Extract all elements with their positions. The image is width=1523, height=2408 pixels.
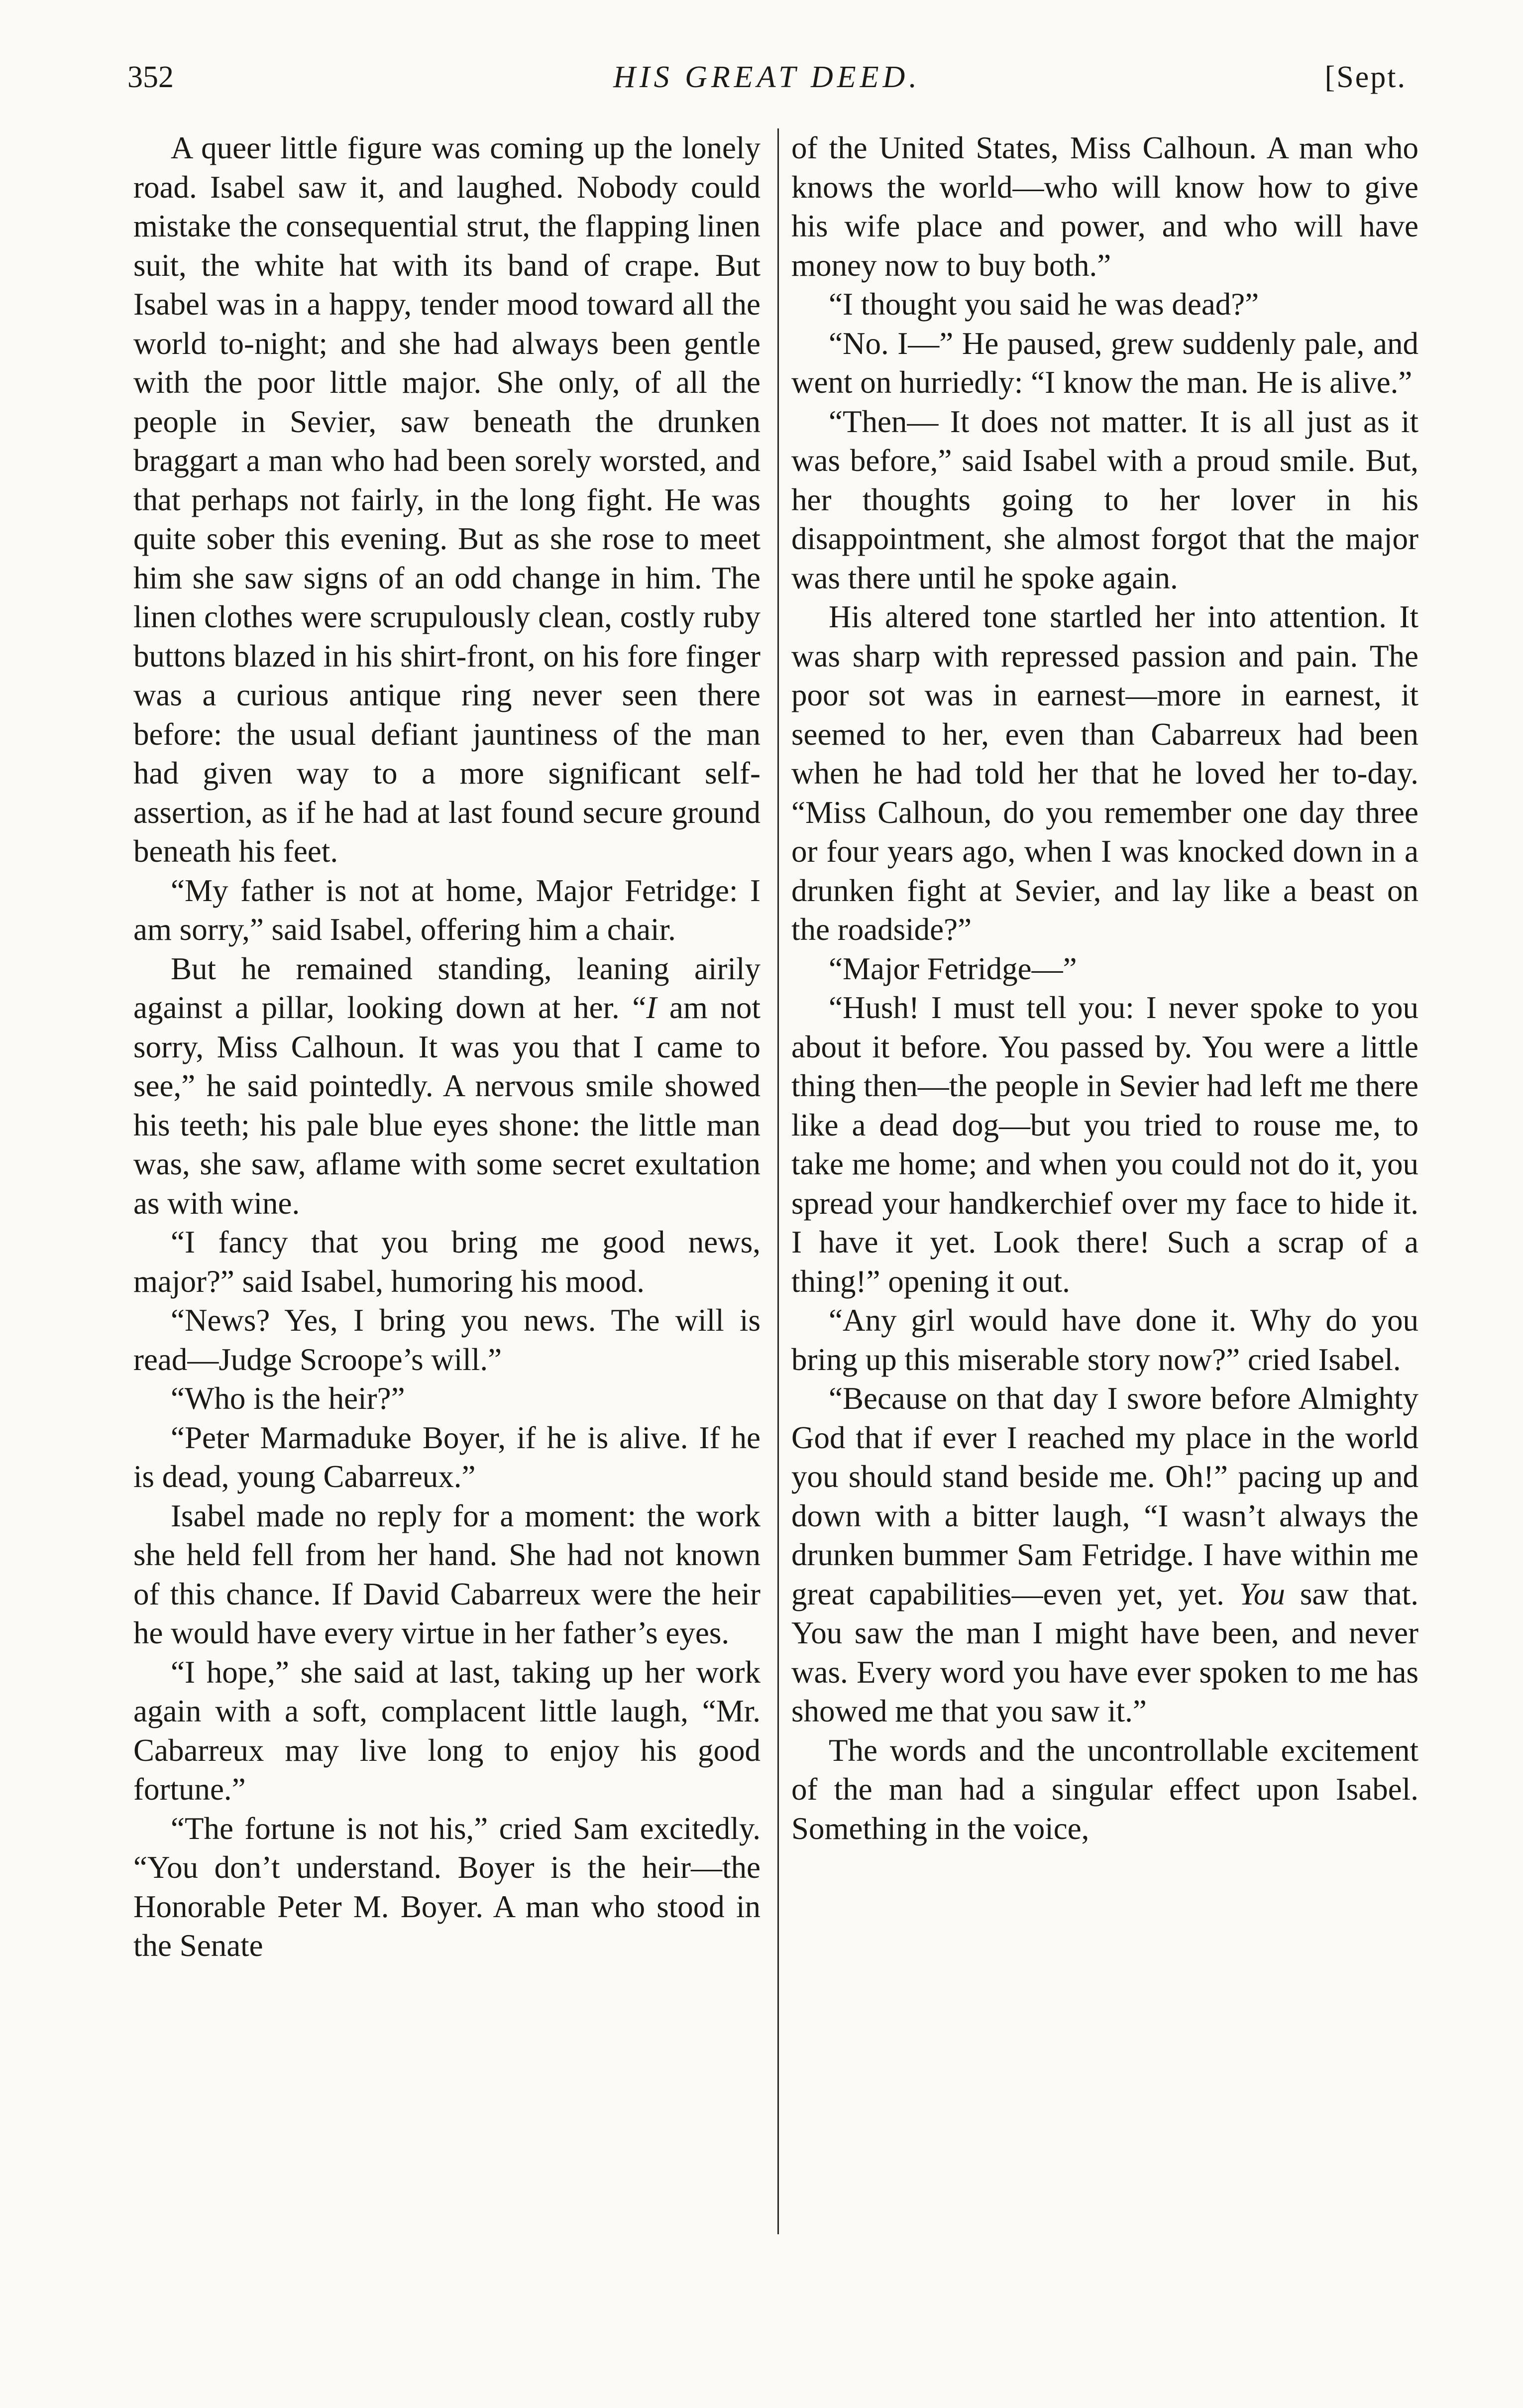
paragraph: “Major Fetridge—”: [829, 951, 1077, 986]
paragraph: A queer little figure was coming up the lonely road. Isabel saw it, and laughed. Nobody could mistake the consequential strut, the flapping linen suit, the white hat with its band of crape. But Isabel was in a happy, tender mood toward all the world to-night; and she had always been gentle with the poor little major. She only, of all the people in Sevier, saw beneath the drunken braggart a man who had been sorely worsted, and that perhaps not fairly, in the long fight. He was quite sober this evening. But as she rose to meet him she saw signs of an odd change in him. The linen clothes were scrupulously clean, costly ruby buttons blazed in his shirt-front, on his fore finger was a curious antique ring never seen there before: the usual defiant jauntiness of the man had given way to a more significant self-assertion, as if he had at last found secure ground beneath his feet.: [133, 130, 761, 869]
paragraph: His altered tone startled her into attention. It was sharp with repressed passion and pain. The poor sot was in earnest—more in earnest, it seemed to her, even than Cabarreux had been when he had told her that he loved her to-day. “Miss Calhoun, do you remember one day three or four years ago, when I was knocked down in a drunken fight at Sevier, and lay like a beast on the roadside?”: [791, 599, 1418, 947]
page-number: 352: [127, 60, 174, 94]
paragraph: “Hush! I must tell you: I never spoke to you about it before. You passed by. You were a little thing then—the people in Sevier had left me there like a dead dog—but you tried to rouse me, to take me home; and when you could not do it, you spread your handkerchief over my face to hide it. I have it yet. Look there! Such a scrap of a thing!” opening it out.: [791, 990, 1418, 1299]
paragraph: “The fortune is not his,” cried Sam excitedly. “You don’t understand. Boyer is the heir—the Honorable Peter M. Boyer. A man who stood in the Senate: [133, 1811, 761, 1963]
running-header: [127, 55, 1407, 100]
month-label: [Sept.: [1324, 60, 1407, 94]
running-title: HIS GREAT DEED.: [613, 60, 921, 94]
paragraph: “I fancy that you bring me good news, major?” said Isabel, humoring his mood.: [133, 1225, 761, 1299]
paragraph: “Any girl would have done it. Why do you bring up this miserable story now?” cried Isabel.: [791, 1303, 1418, 1377]
paragraph: “Peter Marmaduke Boyer, if he is alive. If he is dead, young Cabarreux.”: [133, 1420, 761, 1494]
left-column: [133, 128, 761, 1965]
paragraph: “Then— It does not matter. It is all just as it was before,” said Isabel with a proud smile. But, her thoughts going to her lover in his disappointment, she almost forgot that the major was there until he spoke again.: [791, 404, 1418, 595]
paragraph: “No. I—” He paused, grew suddenly pale, and went on hurriedly: “I know the man. He is alive.”: [791, 326, 1418, 400]
paragraph: But he remained standing, leaning airily against a pillar, looking down at her. “I am not sorry, Miss Calhoun. It was you that I came to see,” he said pointedly. A nervous smile showed his teeth; his pale blue eyes shone: the little man was, she saw, aflame with some secret exultation as with wine.: [133, 951, 761, 1221]
paragraph: “I thought you said he was dead?”: [829, 287, 1259, 322]
paragraph: “News? Yes, I bring you news. The will is read—Judge Scroope’s will.”: [133, 1303, 761, 1377]
paragraph: The words and the uncontrollable excitement of the man had a singular effect upon Isabel. Something in the voice,: [791, 1732, 1418, 1846]
paragraph: of the United States, Miss Calhoun. A man who knows the world—who will know how to give his wife place and power, and who will have money now to buy both.”: [791, 130, 1418, 283]
paragraph: Isabel made no reply for a moment: the work she held fell from her hand. She had not known of this chance. If David Cabarreux were the heir he would have every virtue in her father’s eyes.: [133, 1498, 761, 1650]
column-divider: [777, 128, 779, 2234]
paragraph: “My father is not at home, Major Fetridge: I am sorry,” said Isabel, offering him a chair.: [133, 873, 761, 947]
paragraph: “I hope,” she said at last, taking up her work again with a soft, complacent little laugh, “Mr. Cabarreux may live long to enjoy his good fortune.”: [133, 1654, 761, 1807]
paragraph: “Who is the heir?”: [171, 1381, 405, 1416]
right-column: [791, 128, 1418, 1848]
paragraph: “Because on that day I swore before Almighty God that if ever I reached my place in the world you should stand beside me. Oh!” pacing up and down with a bitter laugh, “I wasn’t always the drunken bummer Sam Fetridge. I have within me great capabilities—even yet, yet. You saw that. You saw the man I might have been, and never was. Every word you have ever spoken to me has showed me that you saw it.”: [791, 1381, 1418, 1728]
